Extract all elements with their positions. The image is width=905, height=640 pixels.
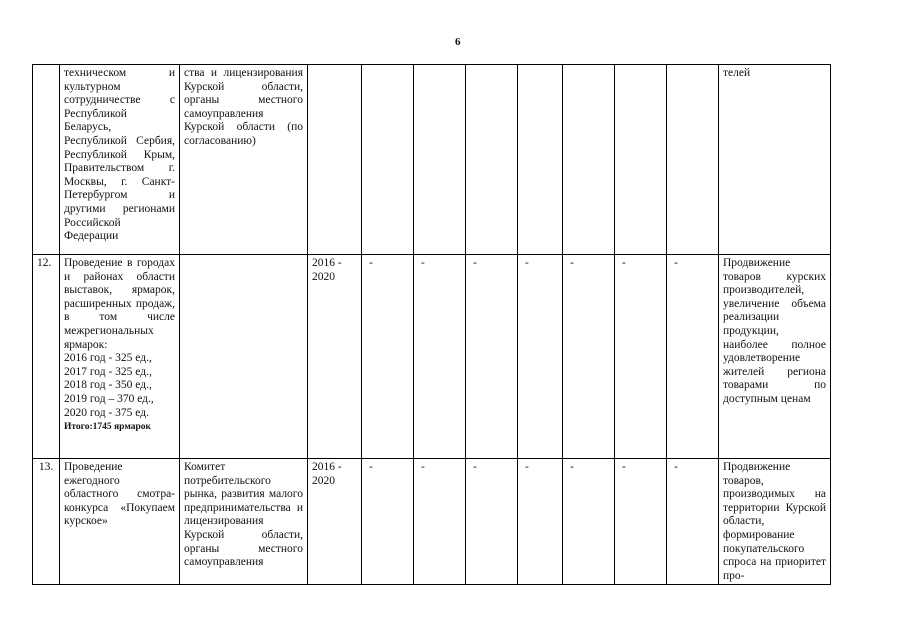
page-number: 6 bbox=[455, 36, 461, 48]
result-cell: телей bbox=[719, 65, 831, 255]
period-cell: 2016 - 2020 bbox=[308, 459, 362, 585]
executor-cell: Комитет потребительского рынка, развития малого предпринимательства и лицензирования Курской области, органы местного самоуправления bbox=[180, 459, 308, 585]
value-cell: - bbox=[362, 255, 414, 459]
year-line: 2020 год - 375 ед. bbox=[64, 406, 149, 419]
period-cell bbox=[308, 65, 362, 255]
year-line: 2016 год - 325 ед., bbox=[64, 352, 152, 365]
value-cell: - bbox=[615, 255, 667, 459]
value-cell: - bbox=[466, 459, 518, 585]
value-cell: - bbox=[518, 459, 563, 585]
value-cell: - bbox=[362, 459, 414, 585]
row-number bbox=[33, 65, 60, 255]
row-number: 12. bbox=[33, 255, 60, 459]
result-cell: Продвижение товаров, производимых на территории Курской области, формирование покупательского спроса на приоритет про- bbox=[719, 459, 831, 585]
value-cell bbox=[518, 65, 563, 255]
table-row bbox=[33, 255, 831, 459]
value-cell bbox=[414, 65, 466, 255]
value-cell: - bbox=[667, 255, 719, 459]
table-row bbox=[33, 459, 831, 585]
executor-cell: ства и лицензирования Курской области, органы местного самоуправления Курской области (по согласованию) bbox=[180, 65, 308, 255]
value-cell bbox=[563, 65, 615, 255]
year-line: 2019 год – 370 ед., bbox=[64, 392, 154, 405]
event-total: Итого:1745 ярмарок bbox=[64, 422, 151, 433]
value-cell: - bbox=[563, 255, 615, 459]
value-cell: - bbox=[414, 255, 466, 459]
table-row bbox=[33, 65, 831, 255]
value-cell: - bbox=[667, 459, 719, 585]
event-cell: Проведение ежегодного областного смотра-конкурса «Покупаем курское» bbox=[60, 459, 180, 585]
year-line: 2018 год - 350 ед., bbox=[64, 379, 152, 392]
value-cell bbox=[466, 65, 518, 255]
value-cell: - bbox=[414, 459, 466, 585]
value-cell bbox=[362, 65, 414, 255]
year-line: 2017 год - 325 ед., bbox=[64, 365, 152, 378]
executor-cell bbox=[180, 255, 308, 459]
value-cell: - bbox=[615, 459, 667, 585]
value-cell: - bbox=[563, 459, 615, 585]
result-cell: Продвижение товаров курских производителей, увеличение объема реализации продукции, наиболее полное удовлетворение жителей региона товарами по доступным ценам bbox=[719, 255, 831, 459]
value-cell bbox=[615, 65, 667, 255]
row-number: 13. bbox=[33, 459, 60, 585]
event-cell: техническом и культурном сотрудничестве с Республикой Беларусь, Республикой Сербия, Республикой Крым, Правительством г. Москвы, г. Санкт-Петербургом и другими регионами Российской Федерации bbox=[60, 65, 180, 255]
value-cell: - bbox=[518, 255, 563, 459]
event-text: Проведение в городах и районах области выставок, ярмарок, расширенных продаж, в том числе межрегиональных ярмарок: bbox=[64, 257, 175, 351]
period-cell: 2016 - 2020 bbox=[308, 255, 362, 459]
program-table bbox=[32, 64, 831, 585]
value-cell bbox=[667, 65, 719, 255]
value-cell: - bbox=[466, 255, 518, 459]
event-cell bbox=[60, 255, 180, 459]
